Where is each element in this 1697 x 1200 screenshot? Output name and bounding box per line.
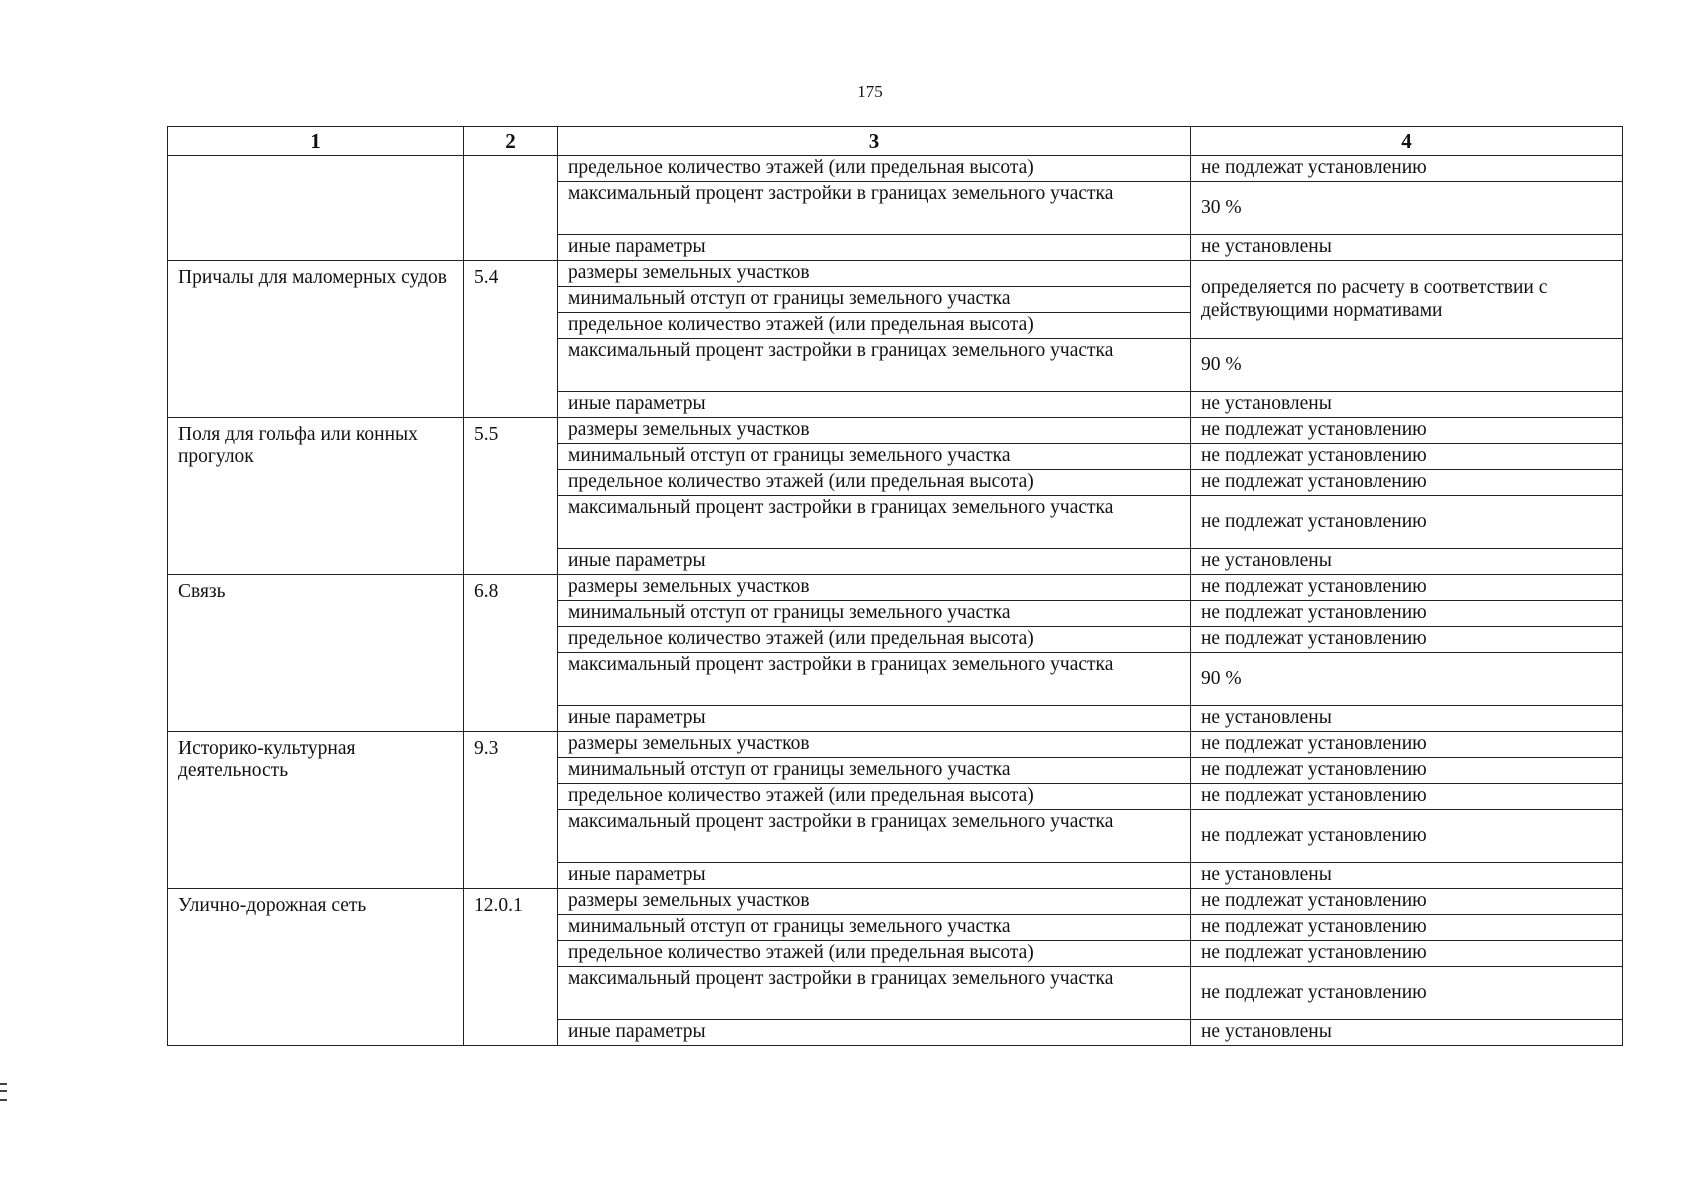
param-cell: иные параметры	[558, 549, 1191, 575]
param-cell: максимальный процент застройки в границах земельного участка	[558, 653, 1191, 706]
land-use-parameters-table	[167, 126, 1623, 1046]
param-cell: размеры земельных участков	[558, 418, 1191, 444]
page-number: 175	[857, 82, 883, 101]
table-row	[168, 261, 1623, 287]
param-cell: максимальный процент застройки в границах земельного участка	[558, 182, 1191, 235]
value-cell: не установлены	[1191, 392, 1623, 418]
group-code-cell: 12.0.1	[464, 889, 558, 1046]
param-cell: иные параметры	[558, 392, 1191, 418]
binding-edge-mark	[0, 1083, 7, 1101]
value-cell: не подлежат установлению	[1191, 601, 1623, 627]
value-cell: не установлены	[1191, 863, 1623, 889]
value-cell: не подлежат установлению	[1191, 156, 1623, 182]
param-cell: максимальный процент застройки в границах земельного участка	[558, 967, 1191, 1020]
table-header-row	[168, 127, 1623, 156]
value-cell: не установлены	[1191, 549, 1623, 575]
param-cell: минимальный отступ от границы земельного участка	[558, 601, 1191, 627]
value-cell: не подлежат установлению	[1191, 784, 1623, 810]
group-name-cell	[168, 156, 464, 261]
param-cell: размеры земельных участков	[558, 261, 1191, 287]
param-cell: иные параметры	[558, 863, 1191, 889]
column-header-2: 2	[464, 127, 558, 156]
group-name-cell: Причалы для маломерных судов	[168, 261, 464, 418]
param-cell: иные параметры	[558, 706, 1191, 732]
value-cell: не установлены	[1191, 1020, 1623, 1046]
value-cell: не подлежат установлению	[1191, 967, 1623, 1020]
group-code-cell: 6.8	[464, 575, 558, 732]
param-cell: иные параметры	[558, 1020, 1191, 1046]
value-cell: не подлежат установлению	[1191, 496, 1623, 549]
param-cell: предельное количество этажей (или предельная высота)	[558, 470, 1191, 496]
value-cell: не установлены	[1191, 706, 1623, 732]
param-cell: максимальный процент застройки в границах земельного участка	[558, 810, 1191, 863]
group-name-cell: Улично-дорожная сеть	[168, 889, 464, 1046]
value-cell: не подлежат установлению	[1191, 444, 1623, 470]
param-cell: максимальный процент застройки в границах земельного участка	[558, 339, 1191, 392]
table-row	[168, 889, 1623, 915]
group-name-cell: Поля для гольфа или конных прогулок	[168, 418, 464, 575]
param-cell: минимальный отступ от границы земельного участка	[558, 758, 1191, 784]
param-cell: минимальный отступ от границы земельного участка	[558, 287, 1191, 313]
table-row	[168, 418, 1623, 444]
param-cell: размеры земельных участков	[558, 575, 1191, 601]
value-cell: 90 %	[1191, 339, 1623, 392]
value-cell: не установлены	[1191, 235, 1623, 261]
column-header-3: 3	[558, 127, 1191, 156]
param-cell: минимальный отступ от границы земельного участка	[558, 915, 1191, 941]
group-code-cell: 5.4	[464, 261, 558, 418]
table-row	[168, 575, 1623, 601]
value-cell: 90 %	[1191, 653, 1623, 706]
value-cell: не подлежат установлению	[1191, 627, 1623, 653]
param-cell: предельное количество этажей (или предельная высота)	[558, 313, 1191, 339]
value-cell: не подлежат установлению	[1191, 732, 1623, 758]
merged-value-cell: определяется по расчету в соответствии с действующими нормативами	[1191, 261, 1623, 339]
param-cell: максимальный процент застройки в границах земельного участка	[558, 496, 1191, 549]
param-cell: минимальный отступ от границы земельного участка	[558, 444, 1191, 470]
param-cell: предельное количество этажей (или предельная высота)	[558, 941, 1191, 967]
column-header-4: 4	[1191, 127, 1623, 156]
group-code-cell: 9.3	[464, 732, 558, 889]
value-cell: не подлежат установлению	[1191, 915, 1623, 941]
value-cell: не подлежат установлению	[1191, 418, 1623, 444]
param-cell: предельное количество этажей (или предельная высота)	[558, 784, 1191, 810]
param-cell: размеры земельных участков	[558, 889, 1191, 915]
value-cell: не подлежат установлению	[1191, 575, 1623, 601]
param-cell: иные параметры	[558, 235, 1191, 261]
table-row	[168, 156, 1623, 182]
value-cell: не подлежат установлению	[1191, 889, 1623, 915]
group-code-cell: 5.5	[464, 418, 558, 575]
param-cell: размеры земельных участков	[558, 732, 1191, 758]
value-cell: 30 %	[1191, 182, 1623, 235]
value-cell: не подлежат установлению	[1191, 758, 1623, 784]
group-name-cell: Историко-культурная деятельность	[168, 732, 464, 889]
value-cell: не подлежат установлению	[1191, 810, 1623, 863]
column-header-1: 1	[168, 127, 464, 156]
value-cell: не подлежат установлению	[1191, 470, 1623, 496]
group-name-cell: Связь	[168, 575, 464, 732]
param-cell: предельное количество этажей (или предельная высота)	[558, 627, 1191, 653]
group-code-cell	[464, 156, 558, 261]
value-cell: не подлежат установлению	[1191, 941, 1623, 967]
table-row	[168, 732, 1623, 758]
param-cell: предельное количество этажей (или предельная высота)	[558, 156, 1191, 182]
